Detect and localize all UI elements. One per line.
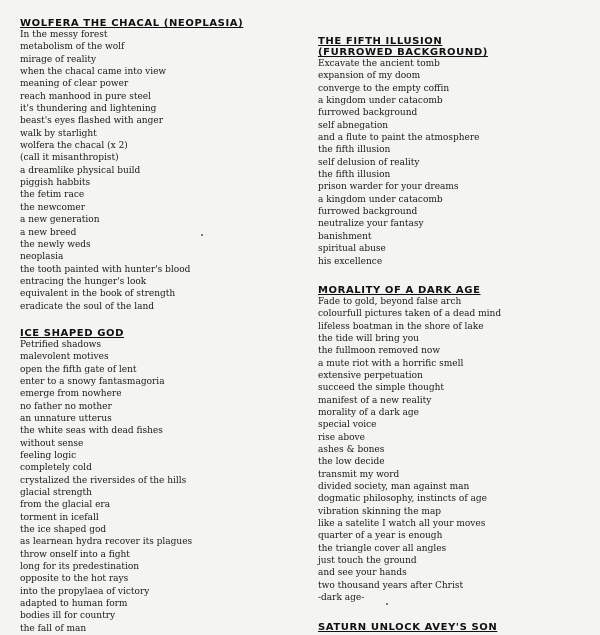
- lyric-line: Fade to gold, beyond false arch: [318, 296, 462, 307]
- lyric-line: his excellence: [318, 256, 383, 267]
- print-speck: [386, 603, 388, 605]
- lyric-line: self delusion of reality: [318, 157, 420, 168]
- song-ice-shaped-god: [20, 328, 288, 635]
- lyric-line: a dreamlike physical build: [20, 165, 141, 176]
- lyric-line: mirage of reality: [20, 54, 97, 65]
- lyric-line: crystalized the riversides of the hills: [20, 475, 187, 486]
- lyric-line: self abnegation: [318, 120, 389, 131]
- lyric-line: (call it misanthropist): [20, 153, 119, 164]
- lyric-line: the tide will bring you: [318, 333, 419, 344]
- song-title: MORALITY OF A DARK AGE: [318, 284, 481, 296]
- lyric-line: vibration skinning the map: [318, 506, 442, 517]
- lyric-line: walk by starlight: [20, 128, 97, 139]
- lyric-line: divided society, man against man: [318, 482, 470, 492]
- lyric-line: adapted to human form: [20, 599, 128, 610]
- lyric-line: throw onself into a fight: [20, 549, 130, 560]
- lyric-line: the tooth painted with hunter's blood: [20, 264, 191, 275]
- lyric-line: the newly weds: [20, 239, 91, 250]
- lyric-line: open the fifth gate of lent: [20, 364, 137, 375]
- lyric-line: as learnean hydra recover its plagues: [20, 537, 193, 548]
- lyric-line: the fullmoon removed now: [318, 346, 441, 357]
- lyric-line: opposite to the hot rays: [20, 574, 129, 585]
- lyric-line: In the messy forest: [20, 30, 108, 40]
- lyric-line: special voice: [318, 420, 377, 431]
- lyric-line: into the propylaea of victory: [20, 586, 150, 597]
- lyric-line: feeling logic: [20, 451, 77, 461]
- song-title: WOLFERA THE CHACAL (NEOPLASIA): [20, 18, 244, 29]
- lyric-line: beast's eyes flashed with anger: [20, 116, 163, 127]
- lyric-line: no father no mother: [20, 401, 112, 412]
- lyric-line: a kingdom under catacomb: [318, 194, 443, 205]
- lyrics-list: [318, 58, 588, 268]
- lyric-line: morality of a dark age: [318, 407, 419, 418]
- lyric-line: the triangle cover all angles: [318, 543, 447, 554]
- lyrics-list: [318, 296, 588, 605]
- song-title: THE FIFTH ILLUSION (FURROWED BACKGROUND): [318, 36, 488, 58]
- song-the-fifth-illusion: [318, 36, 588, 268]
- lyric-line: entracing the hunger's look: [20, 276, 147, 287]
- lyric-line: quarter of a year is enough: [318, 531, 443, 542]
- lyric-line: a mute riot with a horrific smell: [318, 358, 464, 369]
- lyric-line: when the chacal came into view: [20, 67, 167, 78]
- lyric-line: bodies ill for country: [20, 611, 116, 622]
- lyric-line: enter to a snowy fantasmagoria: [20, 376, 165, 387]
- lyric-line: meaning of clear power: [20, 79, 129, 90]
- lyric-line: spiritual abuse: [318, 244, 386, 255]
- lyric-line: Petrified shadows: [20, 339, 102, 350]
- lyric-line: converge to the empty coffin: [318, 83, 450, 94]
- lyric-line: Excavate the ancient tomb: [318, 59, 440, 69]
- lyric-line: the fifth illusion: [318, 145, 391, 156]
- lyric-line: the white seas with dead fishes: [20, 426, 163, 437]
- lyric-line: a new generation: [20, 215, 100, 226]
- song-morality-of-a-dark-age: [318, 285, 588, 605]
- lyric-line: glacial strength: [20, 488, 92, 499]
- lyric-line: rise above: [318, 432, 365, 443]
- lyric-line: completely cold: [20, 463, 92, 474]
- lyric-line: the fifth illusion: [318, 170, 391, 181]
- lyric-line: and see your hands: [318, 568, 407, 579]
- lyric-line: furrowed background: [318, 108, 418, 119]
- lyric-line: reach manhood in pure steel: [20, 91, 151, 102]
- lyric-line: lifeless boatman in the shore of lake: [318, 321, 484, 332]
- lyric-line: dogmatic philosophy, instincts of age: [318, 494, 487, 505]
- lyric-line: manifest of a new reality: [318, 395, 432, 406]
- lyric-line: colourfull pictures taken of a dead mind: [318, 309, 502, 320]
- lyric-line: and a flute to paint the atmosphere: [318, 133, 480, 144]
- lyric-line: emerge from nowhere: [20, 389, 122, 400]
- lyric-line: metabolism of the wolf: [20, 42, 125, 53]
- lyrics-list: [20, 339, 288, 635]
- lyric-line: without sense: [20, 438, 84, 449]
- lyric-line: torment in icefall: [20, 512, 99, 523]
- left-column: [20, 18, 288, 635]
- right-column: [318, 36, 588, 633]
- song-saturn-unlock-aveys-son: [318, 622, 588, 633]
- lyric-line: an unnature utterus: [20, 413, 112, 424]
- song-title: ICE SHAPED GOD: [20, 327, 125, 339]
- lyric-line: the fetim race: [20, 190, 85, 201]
- lyric-line: a new breed: [20, 227, 77, 238]
- lyrics-list: [20, 29, 288, 313]
- lyric-line: the ice shaped god: [20, 525, 107, 536]
- lyric-line: equivalent in the book of strength: [20, 289, 176, 300]
- lyric-line: two thousand years after Christ: [318, 580, 464, 591]
- lyric-line: -dark age-: [318, 593, 365, 604]
- lyric-line: the newcomer: [20, 202, 86, 213]
- lyric-line: neoplasia: [20, 252, 64, 263]
- lyric-line: piggish habbits: [20, 178, 91, 189]
- lyric-line: malevolent motives: [20, 352, 109, 363]
- lyric-line: furrowed background: [318, 207, 418, 218]
- lyric-line: like a satelite I watch all your moves: [318, 519, 486, 530]
- lyric-line: ashes & bones: [318, 444, 385, 455]
- lyric-line: the low decide: [318, 457, 385, 468]
- lyric-line: it's thundering and lightening: [20, 104, 157, 115]
- lyric-line: expansion of my doom: [318, 71, 421, 82]
- lyric-line: from the glacial era: [20, 500, 111, 511]
- song-title: SATURN UNLOCK AVEY'S SON: [318, 622, 498, 634]
- lyric-line: long for its predestination: [20, 562, 140, 573]
- lyric-line: neutralize your fantasy: [318, 219, 424, 230]
- lyric-line: transmit my word: [318, 469, 400, 480]
- lyric-line: wolfera the chacal (x 2): [20, 141, 128, 152]
- lyric-line: prison warder for your dreams: [318, 182, 459, 193]
- lyric-line: banishment: [318, 231, 372, 242]
- lyric-line: a kingdom under catacomb: [318, 96, 443, 107]
- lyric-line: extensive perpetuation: [318, 370, 423, 381]
- song-wolfera-the-chacal: [20, 18, 288, 313]
- lyric-line: just touch the ground: [318, 556, 417, 567]
- lyric-line: succeed the simple thought: [318, 383, 445, 394]
- lyric-line: the fall of man: [20, 623, 87, 634]
- print-speck: [201, 234, 203, 236]
- lyric-line: eradicate the soul of the land: [20, 301, 155, 312]
